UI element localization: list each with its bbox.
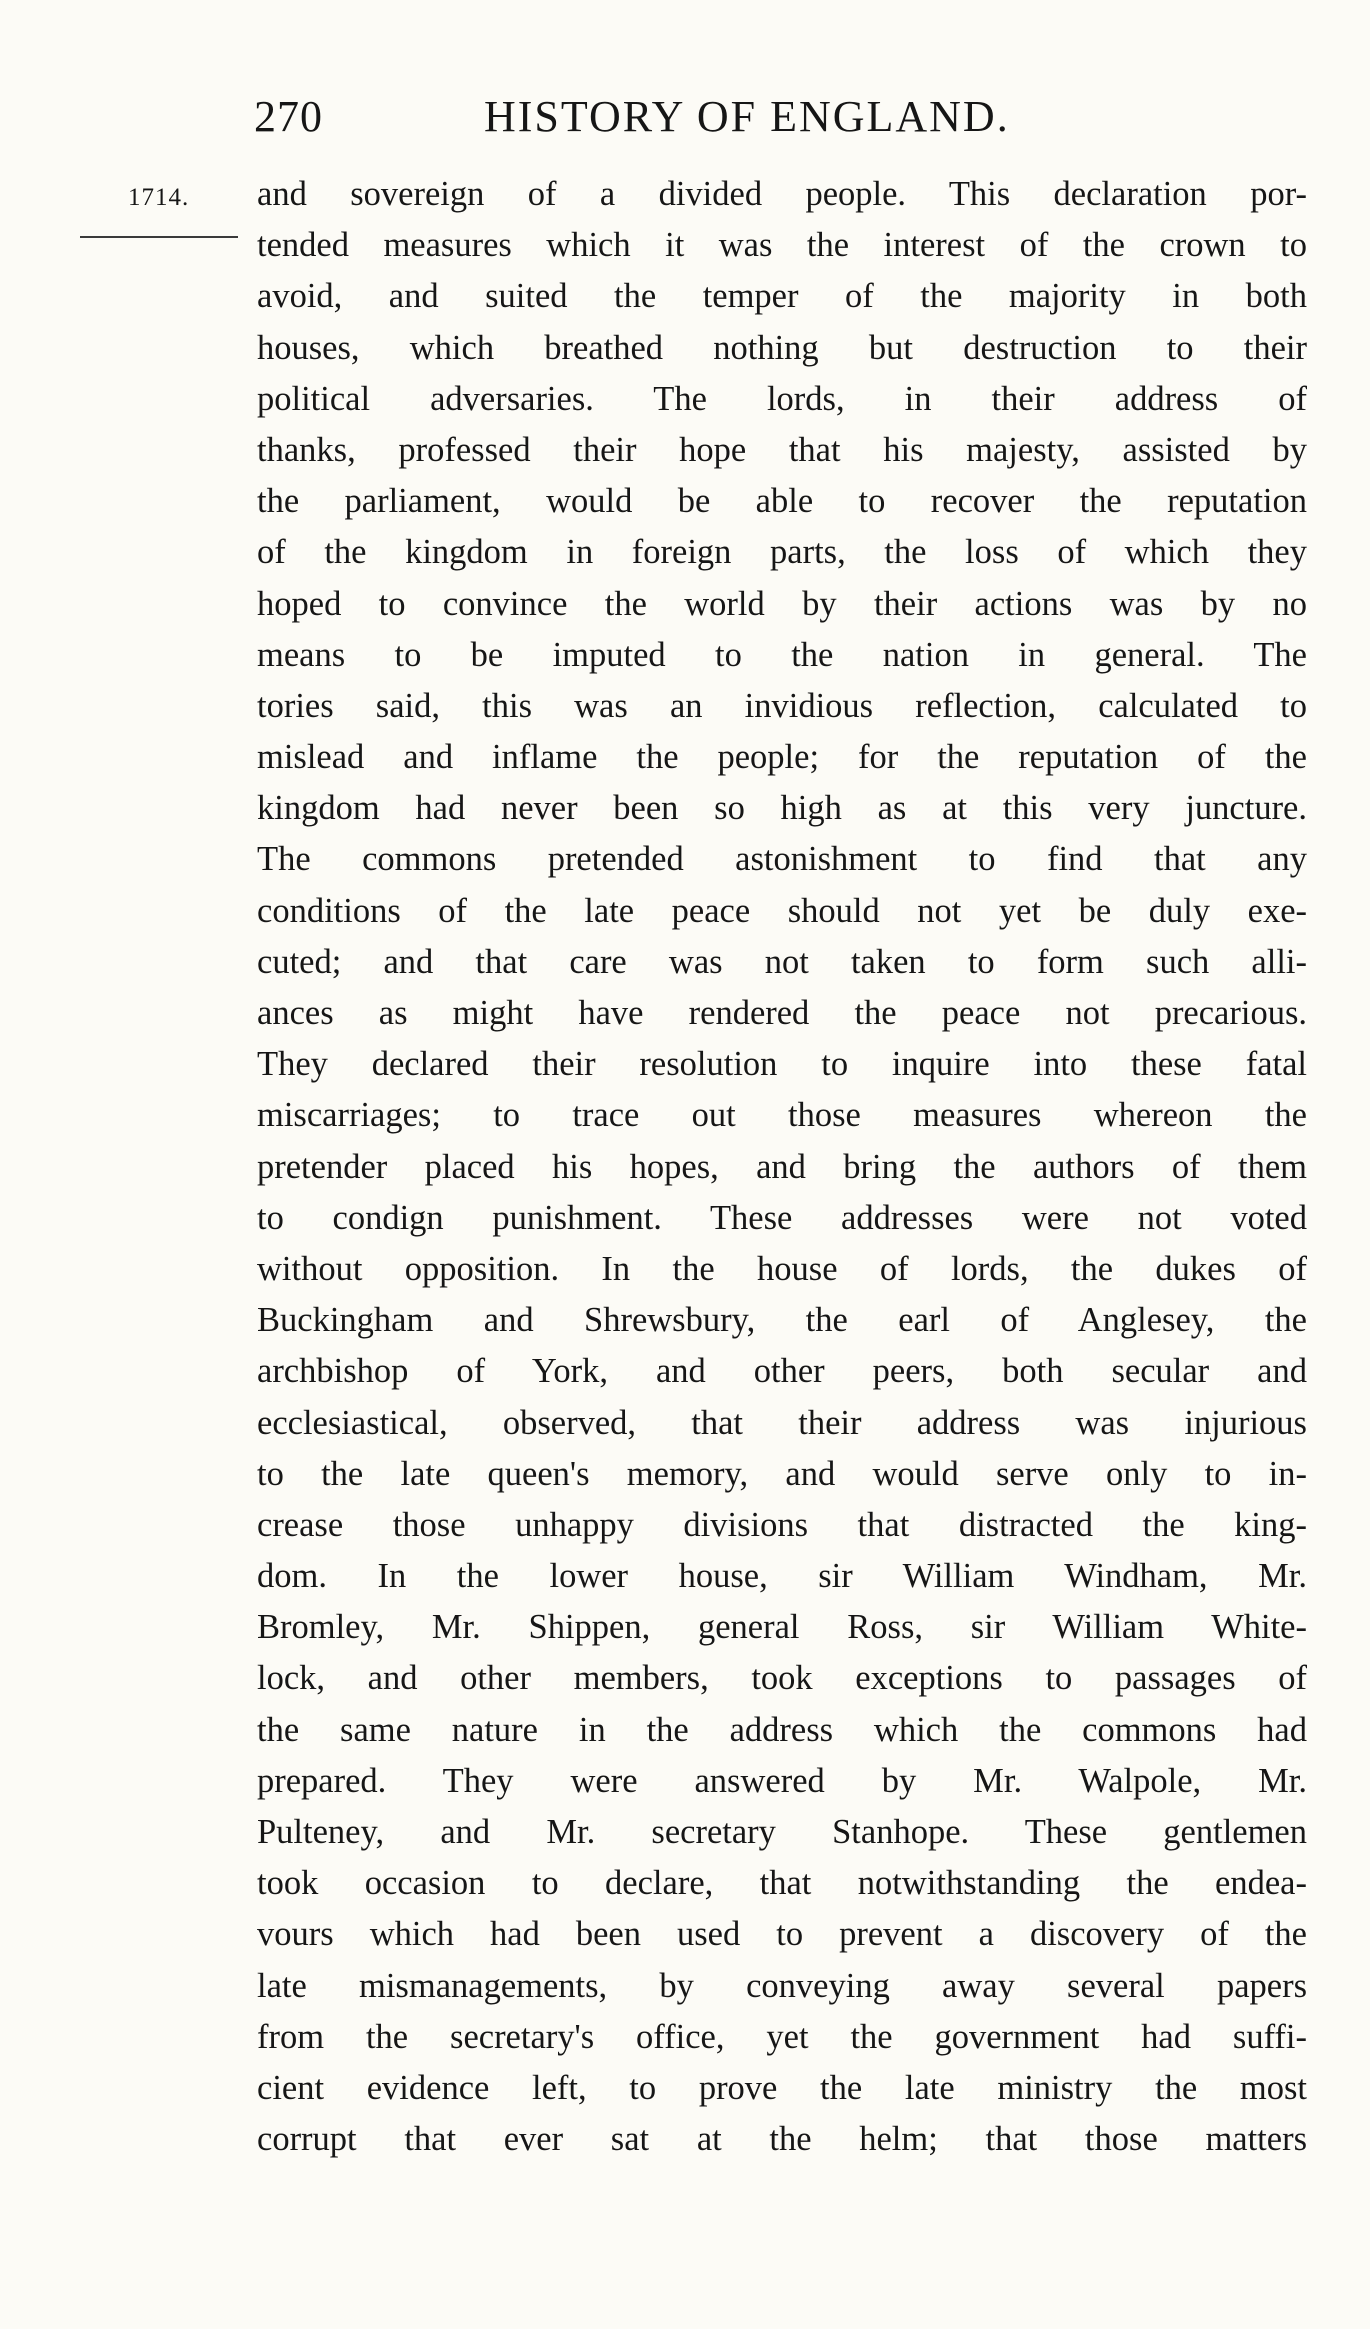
body-text xyxy=(257,169,1307,2165)
text-line: to condign punishment. These addresses were not voted xyxy=(257,1198,1307,1237)
text-line: They declared their resolution to inquire into these fatal xyxy=(257,1045,1307,1084)
text-line: tended measures which it was the interest of the crown to xyxy=(257,226,1307,265)
text-line: tories said, this was an invidious reflection, calculated to xyxy=(257,686,1307,725)
text-line: crease those unhappy divisions that distracted the king- xyxy=(257,1505,1307,1544)
text-line: without opposition. In the house of lords, the dukes of xyxy=(257,1249,1307,1288)
text-line: vours which had been used to prevent a discovery of the xyxy=(257,1915,1307,1954)
margin-rule xyxy=(80,236,238,238)
text-line: avoid, and suited the temper of the majority in both xyxy=(257,277,1307,316)
text-line: hoped to convince the world by their actions was by no xyxy=(257,584,1307,623)
text-line: took occasion to declare, that notwithstanding the endea- xyxy=(257,1864,1307,1903)
text-line: kingdom had never been so high as at this very juncture. xyxy=(257,789,1307,828)
text-line: Buckingham and Shrewsbury, the earl of Anglesey, the xyxy=(257,1301,1307,1340)
text-line: from the secretary's office, yet the government had suffi- xyxy=(257,2017,1307,2056)
text-line: political adversaries. The lords, in their address of xyxy=(257,379,1307,418)
text-line: archbishop of York, and other peers, both secular and xyxy=(257,1352,1307,1391)
text-line: ances as might have rendered the peace not precarious. xyxy=(257,994,1307,1032)
text-line: mislead and inflame the people; for the reputation of the xyxy=(257,738,1307,777)
text-line: to the late queen's memory, and would serve only to in- xyxy=(257,1454,1307,1493)
text-line: lock, and other members, took exceptions to passages of xyxy=(257,1659,1307,1698)
text-line: and sovereign of a divided people. This declaration por- xyxy=(257,175,1307,213)
text-line: cuted; and that care was not taken to form such alli- xyxy=(257,942,1307,981)
text-line: The commons pretended astonishment to find that any xyxy=(257,840,1307,879)
text-line: means to be imputed to the nation in general. The xyxy=(257,635,1307,674)
text-line: Bromley, Mr. Shippen, general Ross, sir William White- xyxy=(257,1608,1307,1647)
running-head xyxy=(0,92,1370,142)
text-line: Pulteney, and Mr. secretary Stanhope. These gentlemen xyxy=(257,1813,1307,1851)
text-line: cient evidence left, to prove the late ministry the most xyxy=(257,2068,1307,2107)
text-line: dom. In the lower house, sir William Windham, Mr. xyxy=(257,1557,1307,1596)
page-number: 270 xyxy=(254,92,323,141)
running-title: HISTORY OF ENGLAND. xyxy=(484,92,1010,141)
text-line: the same nature in the address which the commons had xyxy=(257,1710,1307,1749)
text-line: houses, which breathed nothing but destruction to their xyxy=(257,328,1307,367)
text-line: of the kingdom in foreign parts, the loss of which they xyxy=(257,533,1307,572)
text-line: ecclesiastical, observed, that their address was injurious xyxy=(257,1403,1307,1442)
text-line: pretender placed his hopes, and bring the authors of them xyxy=(257,1147,1307,1186)
text-line: the parliament, would be able to recover the reputation xyxy=(257,482,1307,521)
text-line: thanks, professed their hope that his majesty, assisted by xyxy=(257,430,1307,469)
text-line: late mismanagements, by conveying away several papers xyxy=(257,1966,1307,2005)
text-line: conditions of the late peace should not yet be duly exe- xyxy=(257,891,1307,930)
text-line: miscarriages; to trace out those measures whereon the xyxy=(257,1096,1307,1135)
margin-year-note: 1714. xyxy=(128,184,190,211)
text-line: corrupt that ever sat at the helm; that those matters xyxy=(257,2120,1307,2159)
text-line: prepared. They were answered by Mr. Walpole, Mr. xyxy=(257,1761,1307,1800)
